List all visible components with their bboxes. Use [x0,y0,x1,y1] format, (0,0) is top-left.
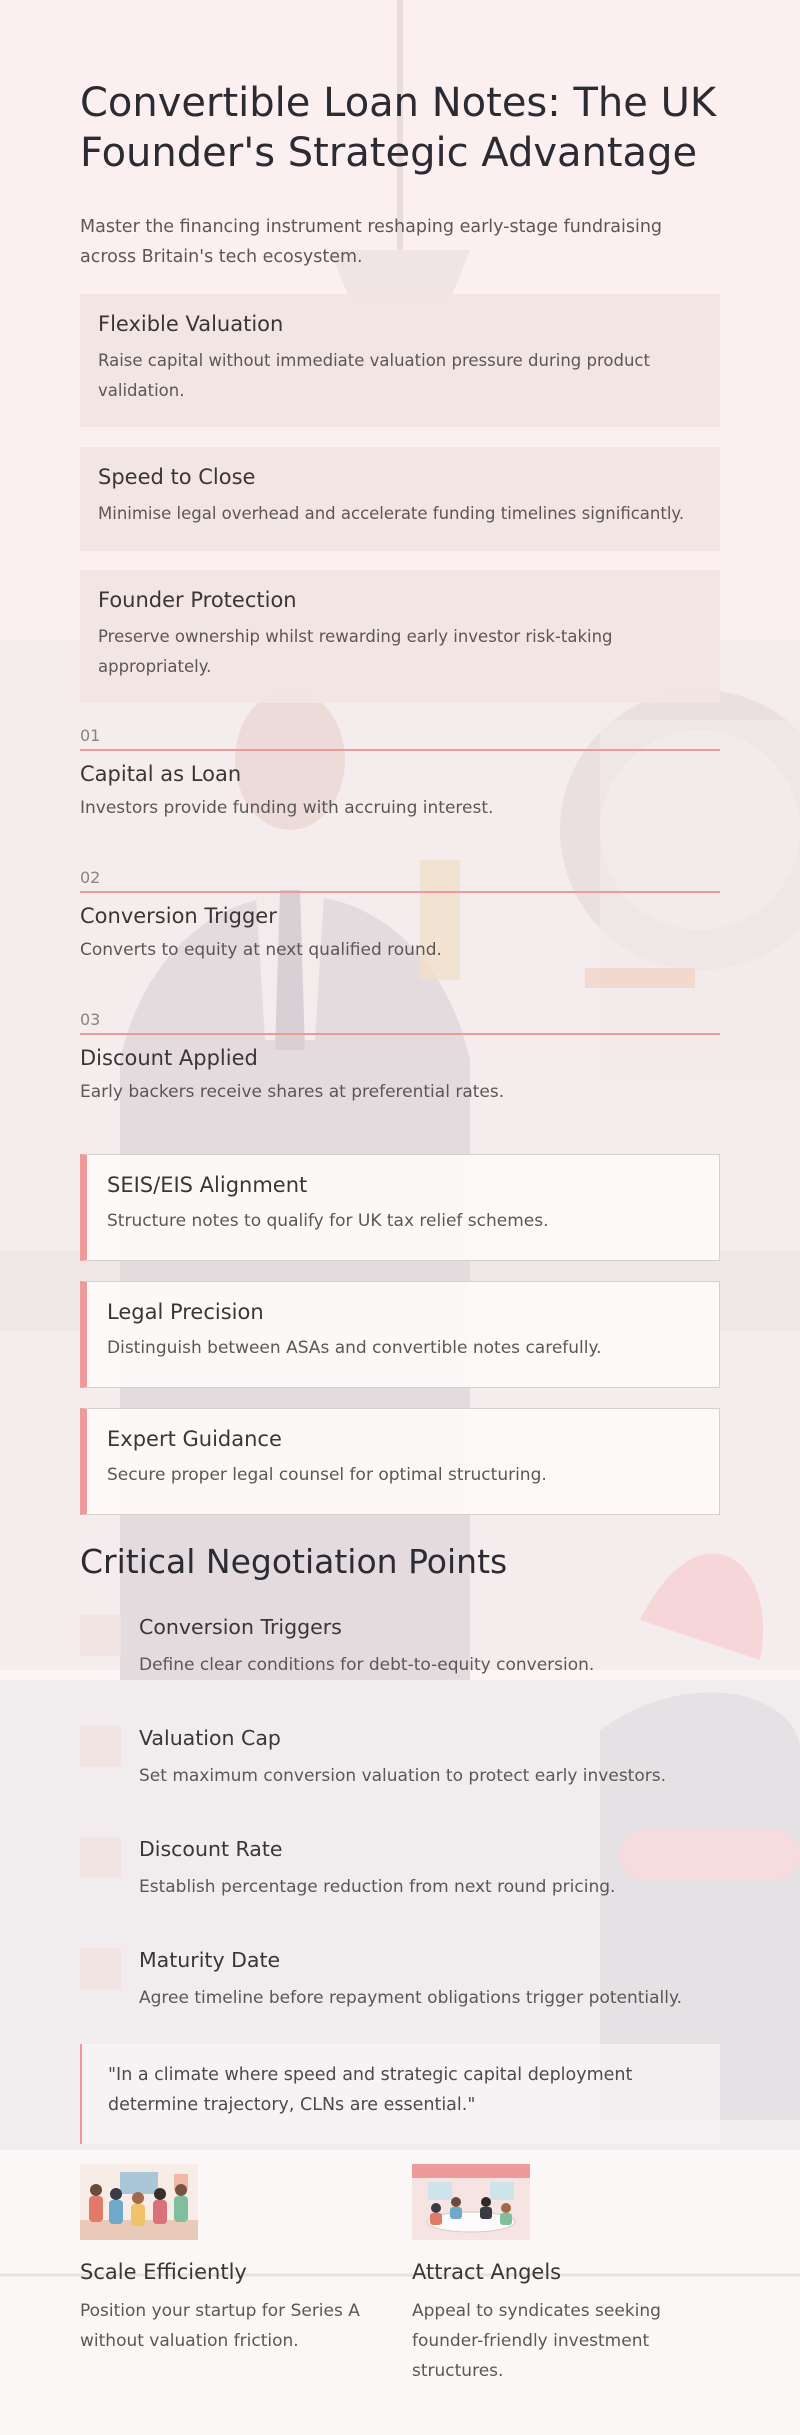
step-text: Converts to equity at next qualified round. [80,940,442,960]
team-collaboration-illustration [80,2164,198,2240]
negotiation-item-title: Conversion Triggers [139,1615,342,1639]
promo-text: Appeal to syndicates seeking founder-friendly investment structures. [412,2301,661,2381]
negotiation-item-text: Set maximum conversion valuation to protect early investors. [139,1766,666,1786]
step-title: Discount Applied [80,1046,258,1070]
step-divider [80,1033,720,1035]
negotiation-item-title: Discount Rate [139,1837,283,1861]
step-text: Investors provide funding with accruing interest. [80,798,494,818]
promo-attract-angels [412,2164,732,2386]
pull-quote-text: "In a climate where speed and strategic capital deployment determine trajectory, CLNs are essential." [108,2065,633,2115]
negotiation-marker [80,1615,121,1656]
step-title: Conversion Trigger [80,904,277,928]
feature-card-title: Speed to Close [98,465,256,489]
process-step-1 [80,726,720,822]
negotiation-marker [80,1837,121,1878]
page-title: Convertible Loan Notes: The UK Founder's Strategic Advantage [80,80,717,176]
process-step-2 [80,868,720,964]
step-title: Capital as Loan [80,762,242,786]
negotiation-item-title: Maturity Date [139,1948,281,1972]
negotiation-item-text: Establish percentage reduction from next round pricing. [139,1877,616,1897]
feature-card-text: Minimise legal overhead and accelerate funding timelines significantly. [98,504,685,523]
consideration-title: Legal Precision [107,1300,264,1324]
negotiation-marker [80,1948,121,1989]
promo-scale-efficiently [80,2164,400,2356]
feature-card-speed-to-close [80,447,720,551]
negotiation-item-text: Define clear conditions for debt-to-equity conversion. [139,1655,595,1675]
promo-title: Scale Efficiently [80,2260,247,2284]
consideration-card-expert-guidance [80,1408,720,1515]
meeting-illustration [412,2164,530,2240]
feature-card-flexible-valuation [80,294,720,427]
process-step-3 [80,1010,720,1106]
feature-card-text: Preserve ownership whilst rewarding early investor risk-taking appropriately. [98,627,613,676]
consideration-text: Structure notes to qualify for UK tax relief schemes. [107,1211,549,1231]
negotiation-section-title: Critical Negotiation Points [80,1542,508,1581]
negotiation-item-text: Agree timeline before repayment obligations trigger potentially. [139,1988,683,2008]
promo-title: Attract Angels [412,2260,562,2284]
step-number: 03 [80,1010,101,1029]
step-number: 01 [80,726,101,745]
negotiation-marker [80,1726,121,1767]
consideration-text: Secure proper legal counsel for optimal structuring. [107,1465,547,1485]
step-text: Early backers receive shares at preferential rates. [80,1082,505,1102]
step-divider [80,749,720,751]
feature-card-title: Founder Protection [98,588,297,612]
consideration-title: Expert Guidance [107,1427,282,1451]
step-divider [80,891,720,893]
page-subtitle: Master the financing instrument reshaping early-stage fundraising across Britain's tech ecosystem. [80,217,663,267]
consideration-text: Distinguish between ASAs and convertible notes carefully. [107,1338,602,1358]
pull-quote [80,2044,720,2144]
feature-card-text: Raise capital without immediate valuation pressure during product validation. [98,351,650,400]
negotiation-item-title: Valuation Cap [139,1726,281,1750]
step-number: 02 [80,868,101,887]
feature-card-founder-protection [80,570,720,703]
consideration-card-legal-precision [80,1281,720,1388]
consideration-title: SEIS/EIS Alignment [107,1173,308,1197]
promo-text: Position your startup for Series A without valuation friction. [80,2301,360,2351]
consideration-card-seis-eis [80,1154,720,1261]
feature-card-title: Flexible Valuation [98,312,284,336]
